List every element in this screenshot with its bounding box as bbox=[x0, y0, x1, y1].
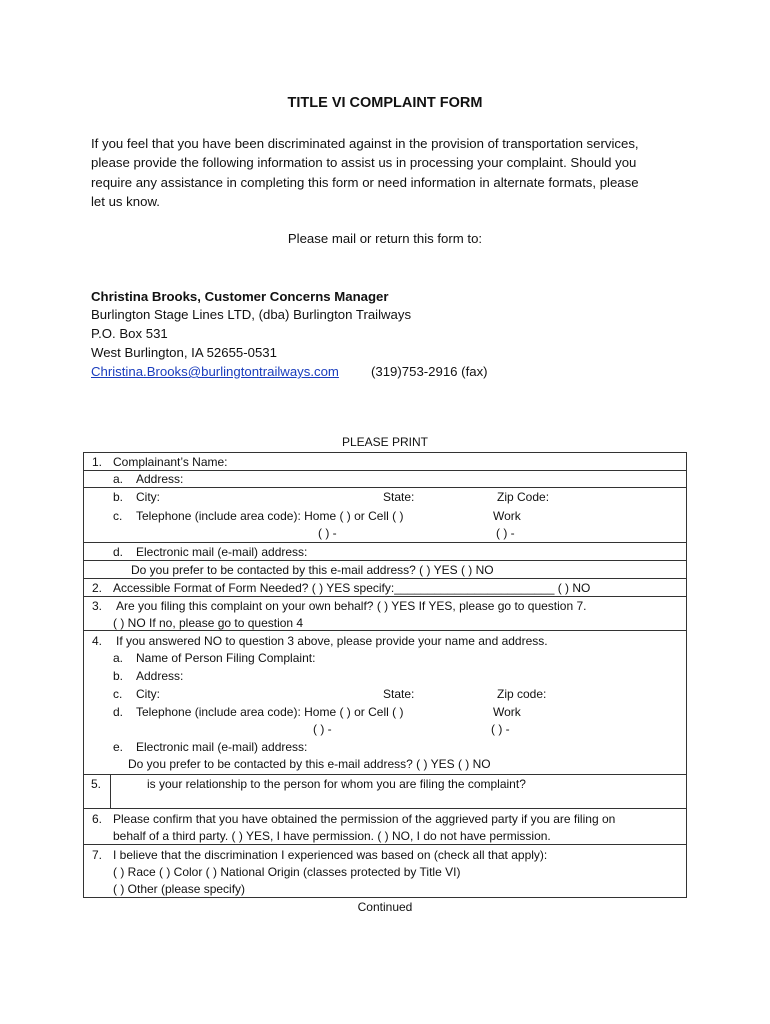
q7-basis: I believe that the discrimination I experienced was based on (check all that apply): bbox=[113, 848, 548, 862]
q6-permission-options[interactable]: behalf of a third party. ( ) YES, I have permission. ( ) NO, I do not have permission. bbox=[113, 829, 551, 843]
row-divider bbox=[83, 596, 687, 597]
contact-company: Burlington Stage Lines LTD, (dba) Burlington Trailways bbox=[91, 307, 412, 322]
q5-relationship[interactable]: is your relationship to the person for whom you are filing the complaint? bbox=[147, 777, 526, 791]
intro-line-3: require any assistance in completing this form or need information in alternate formats, please bbox=[91, 175, 639, 190]
row-divider bbox=[83, 560, 687, 561]
row-divider bbox=[83, 774, 687, 775]
q1-email-preference[interactable]: Do you prefer to be contacted by this e-mail address? ( ) YES ( ) NO bbox=[131, 563, 494, 577]
q4c-state[interactable]: State: bbox=[383, 687, 415, 701]
q4-email-preference[interactable]: Do you prefer to be contacted by this e-mail address? ( ) YES ( ) NO bbox=[128, 757, 491, 771]
contact-city: West Burlington, IA 52655-0531 bbox=[91, 345, 277, 360]
row-divider bbox=[83, 578, 687, 579]
q4e-letter: e. bbox=[113, 740, 124, 754]
column-divider bbox=[110, 774, 111, 808]
q4a-letter: a. bbox=[113, 651, 124, 665]
q1b-city[interactable]: City: bbox=[136, 490, 160, 504]
contact-po-box: P.O. Box 531 bbox=[91, 326, 168, 341]
q4c-city[interactable]: City: bbox=[136, 687, 160, 701]
q1a-address[interactable]: Address: bbox=[136, 472, 184, 486]
q4c-zip[interactable]: Zip code: bbox=[497, 687, 547, 701]
q4d-telephone[interactable]: Telephone (include area code): Home ( ) or Cell ( ) bbox=[136, 705, 404, 719]
q3-number: 3. bbox=[92, 599, 103, 613]
contact-fax: (319)753-2916 (fax) bbox=[371, 364, 488, 379]
q1b-letter: b. bbox=[113, 490, 124, 504]
q1b-zip[interactable]: Zip Code: bbox=[497, 490, 550, 504]
row-divider bbox=[83, 808, 687, 809]
q1c-work[interactable]: Work bbox=[493, 509, 521, 523]
intro-line-1: If you feel that you have been discriminated against in the provision of transportation services, bbox=[91, 136, 639, 151]
q1-label: Complainant’s Name: bbox=[113, 455, 228, 469]
q1c-phone-home[interactable]: ( ) - bbox=[318, 526, 337, 540]
row-divider bbox=[83, 542, 687, 543]
q4b-letter: b. bbox=[113, 669, 124, 683]
q4d-letter: d. bbox=[113, 705, 124, 719]
q2-accessible-format[interactable]: Accessible Format of Form Needed? ( ) YES specify:________________________ ( ) NO bbox=[113, 581, 591, 595]
q5-number: 5. bbox=[91, 777, 102, 791]
q3-own-behalf[interactable]: Are you filing this complaint on your own behalf? ( ) YES If YES, please go to question 7. bbox=[116, 599, 587, 613]
row-divider bbox=[83, 844, 687, 845]
row-divider bbox=[83, 630, 687, 631]
q1a-letter: a. bbox=[113, 472, 124, 486]
q6-number: 6. bbox=[92, 812, 103, 826]
q6-permission: Please confirm that you have obtained the permission of the aggrieved party if you are filing on bbox=[113, 812, 616, 826]
q4a-filer-name[interactable]: Name of Person Filing Complaint: bbox=[136, 651, 316, 665]
q7-number: 7. bbox=[92, 848, 103, 862]
q4b-address[interactable]: Address: bbox=[136, 669, 184, 683]
q4d-work[interactable]: Work bbox=[493, 705, 521, 719]
q1-number: 1. bbox=[92, 455, 103, 469]
q4d-phone-home[interactable]: ( ) - bbox=[313, 722, 332, 736]
q7-other-option[interactable]: ( ) Other (please specify) bbox=[113, 882, 246, 896]
continued-label: Continued bbox=[357, 900, 413, 914]
q7-classes-options[interactable]: ( ) Race ( ) Color ( ) National Origin (classes protected by Title VI) bbox=[113, 865, 461, 879]
page-title: TITLE VI COMPLAINT FORM bbox=[287, 95, 483, 111]
q1d-email[interactable]: Electronic mail (e-mail) address: bbox=[136, 545, 308, 559]
q1c-telephone[interactable]: Telephone (include area code): Home ( ) or Cell ( ) bbox=[136, 509, 404, 523]
q2-number: 2. bbox=[92, 581, 103, 595]
q1c-letter: c. bbox=[113, 509, 123, 523]
row-divider bbox=[83, 470, 687, 471]
mail-instruction: Please mail or return this form to: bbox=[287, 231, 483, 246]
q4-number: 4. bbox=[92, 634, 103, 648]
intro-line-2: please provide the following information to assist us in processing your complaint. Should you bbox=[91, 155, 637, 170]
please-print: PLEASE PRINT bbox=[341, 435, 429, 449]
row-divider bbox=[83, 487, 687, 488]
q4e-email[interactable]: Electronic mail (e-mail) address: bbox=[136, 740, 308, 754]
q1d-letter: d. bbox=[113, 545, 124, 559]
intro-line-4: let us know. bbox=[91, 194, 160, 209]
q4d-phone-work[interactable]: ( ) - bbox=[491, 722, 510, 736]
q4-instruction: If you answered NO to question 3 above, please provide your name and address. bbox=[116, 634, 548, 648]
contact-email-link[interactable]: Christina.Brooks@burlingtontrailways.com bbox=[91, 364, 339, 379]
q1b-state[interactable]: State: bbox=[383, 490, 415, 504]
q4c-letter: c. bbox=[113, 687, 123, 701]
q1c-phone-work[interactable]: ( ) - bbox=[496, 526, 515, 540]
contact-name: Christina Brooks, Customer Concerns Manager bbox=[91, 289, 389, 304]
q3-no-option[interactable]: ( ) NO If no, please go to question 4 bbox=[113, 616, 304, 630]
